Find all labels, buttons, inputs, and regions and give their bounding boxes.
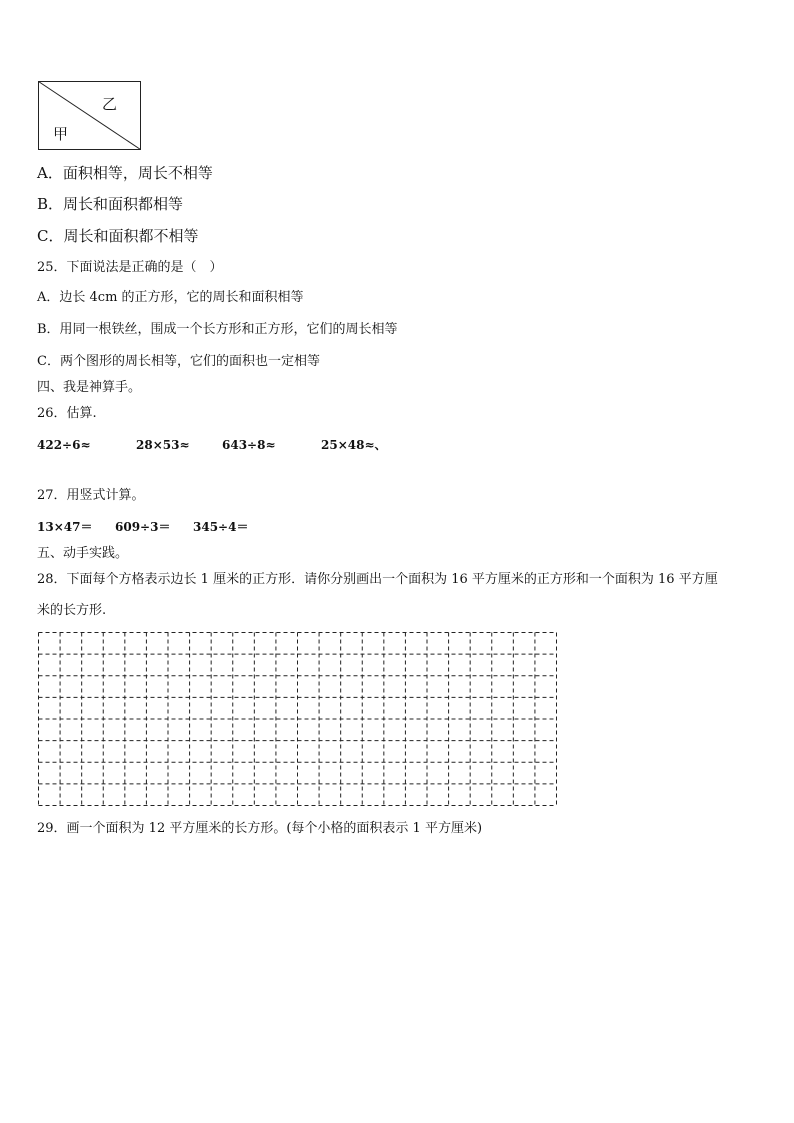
q24-option-a: A．面积相等，周长不相等	[37, 164, 213, 182]
q27-item: 609÷3＝	[115, 520, 171, 534]
q27-item: 345÷4＝	[193, 520, 249, 534]
q27-stem: 27．用竖式计算。	[37, 488, 145, 503]
section-5-title: 五、动手实践。	[37, 546, 129, 561]
q26-item: 25×48≈、	[321, 438, 387, 452]
q25-stem: 25．下面说法是正确的是（ ）	[37, 260, 223, 275]
q24-option-b: B．周长和面积都相等	[37, 195, 184, 213]
label-jia: 甲	[53, 125, 69, 143]
q26-stem: 26．估算.	[37, 406, 97, 421]
rectangle-diagram	[38, 81, 141, 150]
dashed-grid	[38, 632, 557, 806]
label-yi: 乙	[102, 95, 118, 113]
q26-item: 643÷8≈	[222, 438, 276, 452]
q28-stem-line2: 米的长方形.	[37, 603, 107, 618]
section-4-title: 四、我是神算手。	[37, 380, 142, 395]
q28-stem-line1: 28．下面每个方格表示边长 1 厘米的正方形．请你分别画出一个面积为 16 平方厘米的正方形和一个面积为 16 平方厘	[37, 572, 718, 587]
q25-option-b: B．用同一根铁丝，围成一个长方形和正方形，它们的周长相等	[37, 322, 398, 337]
q26-item: 422÷6≈	[37, 438, 91, 452]
q25-option-c: C．两个图形的周长相等，它们的面积也一定相等	[37, 354, 320, 369]
q25-option-a: A．边长 4cm 的正方形，它的周长和面积相等	[37, 290, 304, 305]
q27-item: 13×47＝	[37, 520, 93, 534]
q24-option-c: C．周长和面积都不相等	[37, 227, 199, 245]
q29-stem: 29．画一个面积为 12 平方厘米的长方形。(每个小格的面积表示 1 平方厘米)	[37, 821, 483, 836]
q26-item: 28×53≈	[136, 438, 190, 452]
